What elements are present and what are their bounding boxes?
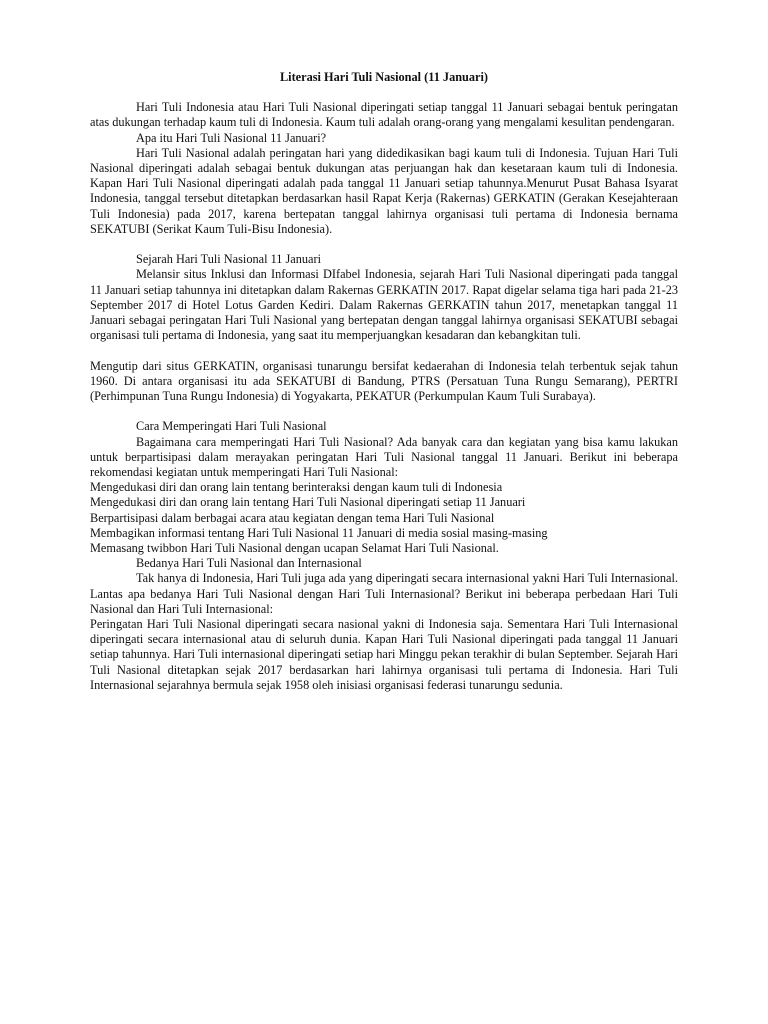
- list-item: Membagikan informasi tentang Hari Tuli Nasional 11 Januari di media sosial masing-masing: [90, 525, 548, 540]
- paragraph-gap: [90, 343, 678, 358]
- difference-paragraph: Peringatan Hari Tuli Nasional diperingati secara nasional yakni di Indonesia saja. Sementara Hari Tuli Internasional diperingati secara internasional atau di seluruh dunia. Kapan Hari Tuli Nasional diperingati pada tanggal 11 Januari setiap tahunnya. Hari Tuli internasional diperingati setiap hari Minggu pekan terakhir di bulan September. Sejarah Hari Tuli Nasional ditetapkan sejak 2017 berdasarkan hari lahirnya organisasi tuli pertama di Indonesia. Hari Tuli Internasional sejarahnya bermula sejak 1958 oleh inisiasi organisasi federasi tunarungu sedunia.: [90, 617, 678, 692]
- section-heading-history: Sejarah Hari Tuli Nasional 11 Januari: [136, 252, 321, 267]
- section-heading-commemorate: Cara Memperingati Hari Tuli Nasional: [136, 419, 327, 434]
- paragraph-gap: [90, 237, 678, 252]
- section-heading-definition: Apa itu Hari Tuli Nasional 11 Januari?: [136, 130, 327, 145]
- difference-intro-paragraph: Tak hanya di Indonesia, Hari Tuli juga ada yang diperingati secara internasional yakni Hari Tuli Internasional. Lantas apa bedanya Hari Tuli Nasional dengan Hari Tuli Internasional? Berikut ini beberapa perbedaan Hari Tuli Nasional dan Hari Tuli Internasional:: [90, 571, 678, 616]
- document-page: [90, 70, 678, 693]
- intro-paragraph: Hari Tuli Indonesia atau Hari Tuli Nasional diperingati setiap tanggal 11 Januari sebagai bentuk peringatan atas dukungan terhadap kaum tuli di Indonesia. Kaum tuli adalah orang-orang yang mengalami kesulitan pendengaran.: [90, 100, 678, 130]
- organizations-paragraph: Mengutip dari situs GERKATIN, organisasi tunarungu bersifat kedaerahan di Indonesia telah terbentuk sejak tahun 1960. Di antara organisasi itu ada SEKATUBI di Bandung, PTRS (Persatuan Tuna Rungu Semarang), PERTRI (Perhimpunan Tuna Rungu Indonesia) di Yogyakarta, PEKATUR (Perkumpulan Kaum Tuli Surabaya).: [90, 358, 678, 404]
- paragraph-gap: [90, 404, 678, 419]
- definition-paragraph: Hari Tuli Nasional adalah peringatan hari yang didedikasikan bagi kaum tuli di Indonesia. Tujuan Hari Tuli Nasional diperingati adalah sebagai bentuk dukungan atas perjuangan hak dan kesetaraan kaum tuli di Indonesia. Kapan Hari Tuli Nasional diperingati adalah pada tanggal 11 Januari setiap tahunnya.Menurut Pusat Bahasa Isyarat Indonesia, tanggal tersebut ditetapkan berdasarkan hasil Rapat Kerja (Rakernas) GERKATIN (Gerakan Kesejahteraan Tuli Indonesia) pada 2017, karena bertepatan tanggal lahirnya organisasi tuli pertama di Indonesia bernama SEKATUBI (Serikat Kaum Tuli-Bisu Indonesia).: [90, 145, 678, 236]
- document-title: Literasi Hari Tuli Nasional (11 Januari): [279, 70, 489, 84]
- commemorate-paragraph: Bagaimana cara memperingati Hari Tuli Nasional? Ada banyak cara dan kegiatan yang bisa kamu lakukan untuk berpartisipasi dalam merayakan peringatan Hari Tuli Nasional tanggal 11 Januari. Berikut ini beberapa rekomendasi kegiatan untuk memperingati Hari Tuli Nasional:: [90, 434, 678, 480]
- history-paragraph: Melansir situs Inklusi dan Informasi DIfabel Indonesia, sejarah Hari Tuli Nasional diperingati pada tanggal 11 Januari setiap tahunnya ini ditetapkan dalam Rakernas GERKATIN 2017. Rapat digelar selama tiga hari pada 21-23 September 2017 di Hotel Lotus Garden Kediri. Dalam Rakernas GERKATIN tahun 2017, menetapkan tanggal 11 Januari sebagai peringatan Hari Tuli Nasional yang bertepatan dengan tanggal lahirnya organisasi SEKATUBI sebagai organisasi tuli pertama di Indonesia, yang saat itu memperjuangkan kesadaran dan kebangkitan tuli.: [90, 267, 678, 343]
- list-item: Mengedukasi diri dan orang lain tentang berinteraksi dengan kaum tuli di Indonesia: [90, 480, 503, 495]
- section-heading-difference: Bedanya Hari Tuli Nasional dan Internasional: [136, 556, 362, 571]
- list-item: Berpartisipasi dalam berbagai acara atau kegiatan dengan tema Hari Tuli Nasional: [90, 510, 495, 525]
- list-item: Memasang twibbon Hari Tuli Nasional dengan ucapan Selamat Hari Tuli Nasional.: [90, 541, 499, 556]
- list-item: Mengedukasi diri dan orang lain tentang Hari Tuli Nasional diperingati setiap 11 Januari: [90, 495, 526, 510]
